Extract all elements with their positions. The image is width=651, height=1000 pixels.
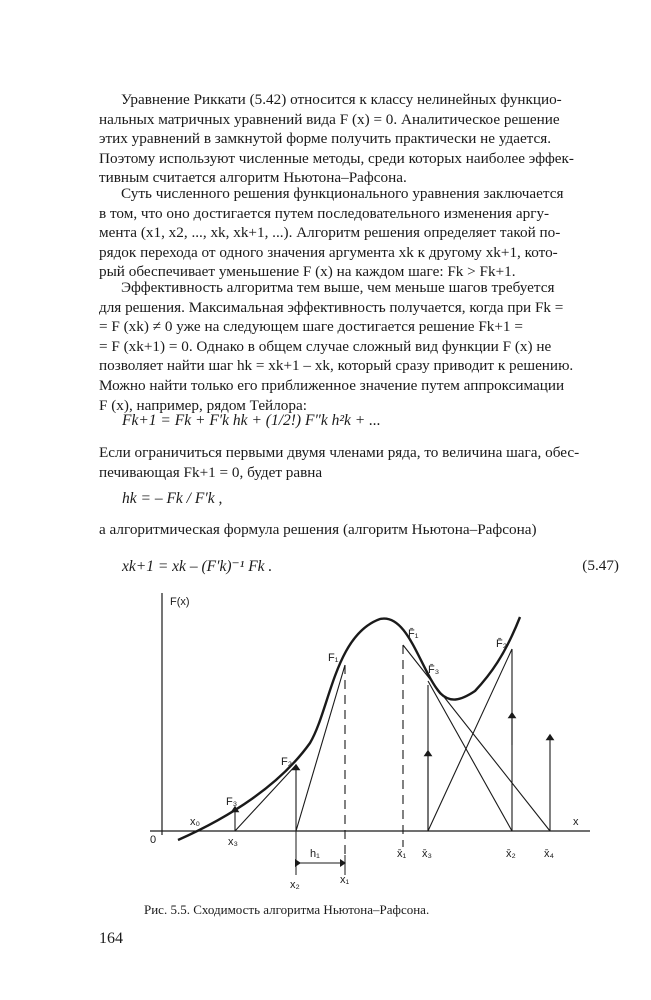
newton-formula: xk+1 = xk – (F′k)⁻¹ Fk . (122, 558, 273, 575)
page-number: 164 (99, 930, 123, 947)
paragraph-algorithm-formula (99, 520, 619, 540)
point-label: F̄₂ (496, 638, 507, 650)
point-label: x₃ (228, 836, 238, 848)
text-line: нальных матричных уравнений вида F (x) = 0. Аналитическое решение (99, 110, 560, 128)
point-label: x₀ (190, 816, 201, 828)
text-line: Суть численного решения функционального уравнения заключается (121, 185, 564, 202)
text-line: этих уравнений в замкнутой форме получить практически не удается. (99, 130, 552, 148)
figure-newton-raphson (140, 585, 600, 895)
paragraph-numerical-solution (99, 184, 619, 282)
text-line: а алгоритмическая формула решения (алгоритм Ньютона–Рафсона) (99, 521, 537, 538)
paragraph-efficiency (99, 278, 619, 415)
taylor-formula: Fk+1 = Fk + F′k hk + (1/2!) F″k h²k + ... (122, 412, 381, 429)
text-line: рый обеспечивает уменьшение F (x) на каждом шаге: Fk > Fk+1. (99, 263, 516, 281)
text-line: позволяет найти шаг hk = xk+1 – xk, который сразу приводит к решению. (99, 357, 574, 375)
x-axis-label: x (573, 816, 579, 828)
figure-caption: Рис. 5.5. Сходимость алгоритма Ньютона–Рафсона. (144, 902, 430, 917)
text-line: рядок перехода от одного значения аргумента xk к другому xk+1, кото- (99, 243, 558, 261)
text-line: печивающая Fk+1 = 0, будет равна (99, 463, 323, 481)
point-label: F₂ (281, 756, 292, 768)
text-line: Если ограничиться первыми двумя членами ряда, то величина шага, обес- (99, 444, 580, 461)
axis-label: x̄₃ (422, 848, 432, 860)
figure-svg (140, 585, 600, 890)
paragraph-riccati (99, 90, 619, 188)
axis-label: x₂ (290, 879, 300, 890)
axis-label: x̄₄ (544, 848, 554, 860)
paragraph-two-terms (99, 443, 619, 482)
point-label: F₁ (328, 652, 339, 664)
equation-number: (5.47) (582, 557, 619, 574)
point-label: F̄₁ (408, 628, 419, 640)
text-line: для решения. Максимальная эффективность получается, когда при Fk = (99, 298, 564, 316)
y-axis-label: F(x) (170, 596, 190, 608)
text-line: мента (x1, x2, ..., xk, xk+1, ...). Алгоритм решения определяет такой по- (99, 224, 561, 242)
point-label: F₃ (226, 796, 238, 808)
tangent-line (428, 649, 512, 831)
tangent-line (296, 665, 345, 831)
tangent-line (428, 681, 512, 831)
text-line: = F (xk+1) = 0. Однако в общем случае сложный вид функции F (x) не (99, 337, 552, 355)
tangent-line (403, 645, 550, 831)
point-label: F̄₃ (428, 664, 440, 676)
text-line: тивным считается алгоритм Ньютона–Рафсона. (99, 169, 407, 187)
origin-label: 0 (150, 834, 157, 846)
text-line: F (x), например, рядом Тейлора: (99, 396, 307, 414)
step-formula: hk = – Fk / F′k , (122, 490, 223, 507)
axis-label: h₁ (310, 848, 320, 860)
text-line: Эффективность алгоритма тем выше, чем меньше шагов требуется (121, 279, 555, 296)
tangent-line (235, 765, 296, 831)
axis-label: x₁ (340, 874, 350, 886)
text-line: = F (xk) ≠ 0 уже на следующем шаге достигается решение Fk+1 = (99, 318, 523, 336)
axis-label: x̄₂ (506, 848, 516, 860)
text-line: Можно найти только его приближенное значение путем аппроксимации (99, 376, 565, 394)
axis-label: x̄₁ (397, 848, 407, 860)
text-line: Уравнение Риккати (5.42) относится к классу нелинейных функцио- (121, 91, 562, 108)
text-line: в том, что оно достигается путем последовательного изменения аргу- (99, 204, 550, 222)
text-line: Поэтому используют численные методы, среди которых наиболее эффек- (99, 149, 574, 167)
